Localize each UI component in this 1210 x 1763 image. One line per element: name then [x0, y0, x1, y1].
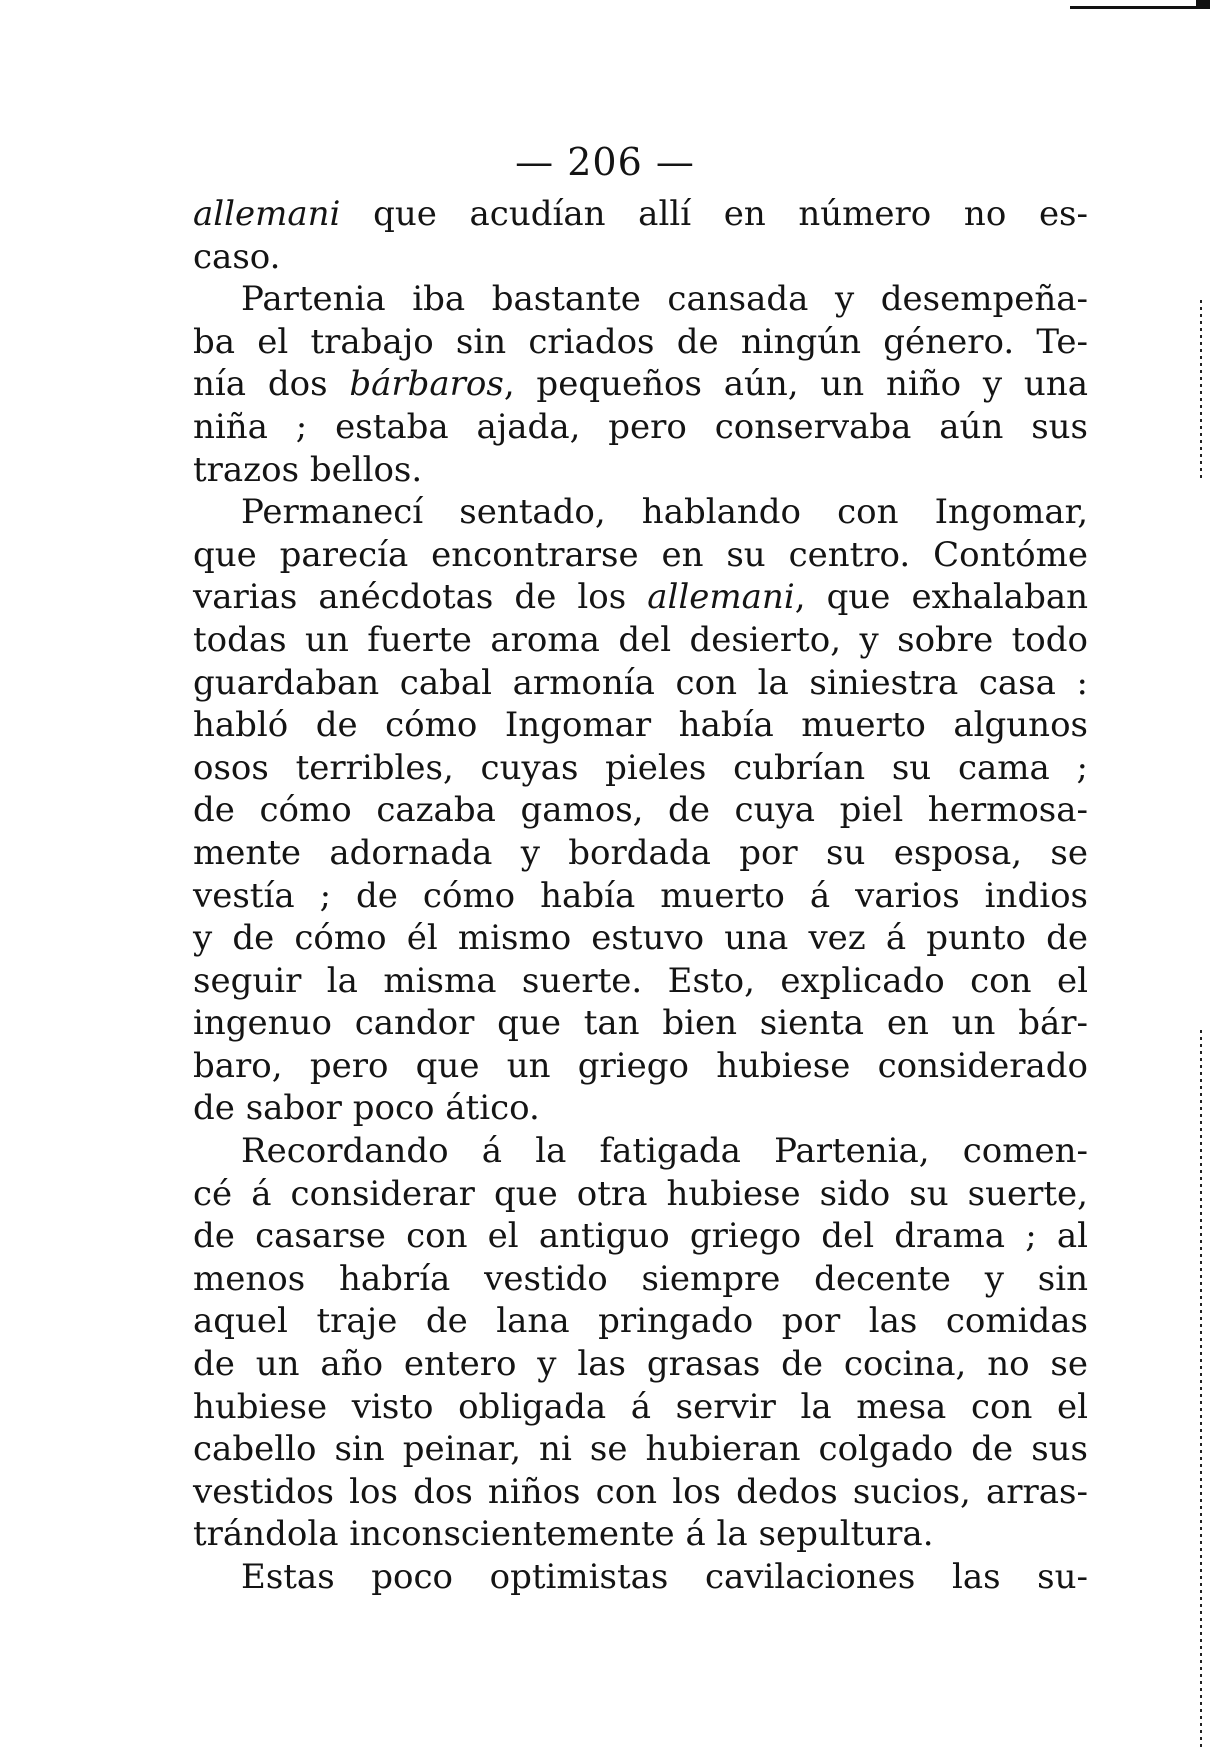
text-run: , que exhalaban	[794, 577, 1088, 618]
text-line	[193, 449, 1088, 492]
text-line	[193, 1173, 1088, 1216]
text-run: que parecía encontrarse en su centro. Contóme	[193, 534, 1088, 575]
top-edge-rule	[1070, 0, 1210, 9]
text-run: seguir la misma suerte. Esto, explicado con el	[193, 960, 1088, 1001]
text-line	[193, 917, 1088, 960]
text-line	[193, 576, 1088, 619]
text-run: Estas poco optimistas cavilaciones las su-	[241, 1557, 1088, 1597]
text-run: cé á considerar que otra hubiese sido su suerte,	[193, 1173, 1088, 1214]
text-run: nía dos	[193, 364, 350, 405]
text-line	[193, 491, 1088, 534]
text-run: ba el trabajo sin criados de ningún género. Te-	[193, 321, 1088, 362]
text-run: trándola inconscientemente á la sepultura.	[193, 1514, 934, 1555]
italic-word: allemani	[647, 577, 795, 618]
text-run: osos terribles, cuyas pieles cubrían su cama ;	[193, 747, 1088, 788]
margin-scan-mark	[1200, 300, 1202, 480]
text-run: cabello sin peinar, ni se hubieran colgado de sus	[193, 1429, 1088, 1470]
text-line	[193, 321, 1088, 364]
text-run: de sabor poco ático.	[193, 1088, 540, 1129]
text-run: de un año entero y las grasas de cocina, no se	[193, 1344, 1088, 1385]
text-run: y de cómo él mismo estuvo una vez á punto de	[193, 918, 1088, 959]
text-run: Permanecí sentado, hablando con Ingomar,	[241, 492, 1088, 533]
text-run: ingenuo candor que tan bien sienta en un bár-	[193, 1003, 1088, 1044]
text-line	[193, 534, 1088, 577]
text-run: trazos bellos.	[193, 449, 423, 490]
text-run: baro, pero que un griego hubiese considerado	[193, 1045, 1088, 1086]
text-run: que acudían allí en número no es-	[340, 194, 1088, 234]
margin-scan-mark	[1200, 1030, 1202, 1750]
text-run: guardaban cabal armonía con la siniestra casa :	[193, 662, 1088, 703]
text-line	[193, 1386, 1088, 1429]
text-line	[193, 1300, 1088, 1343]
text-run: aquel traje de lana pringado por las comidas	[193, 1301, 1088, 1342]
text-line	[193, 1343, 1088, 1386]
text-line	[193, 832, 1088, 875]
text-line	[193, 1428, 1088, 1471]
text-run: vestidos los dos niños con los dedos sucios, arras-	[193, 1471, 1088, 1512]
text-line	[193, 1045, 1088, 1088]
text-run: Partenia iba bastante cansada y desempeña-	[241, 279, 1088, 320]
text-run: de casarse con el antiguo griego del drama ; al	[193, 1216, 1088, 1257]
text-line	[193, 1513, 1088, 1556]
text-line	[193, 789, 1088, 832]
text-run: mente adornada y bordada por su esposa, se	[193, 832, 1088, 873]
text-line	[193, 875, 1088, 918]
page-number: — 206 —	[515, 140, 695, 184]
text-run: de cómo cazaba gamos, de cuya piel hermosa-	[193, 790, 1088, 831]
text-line	[193, 1215, 1088, 1258]
text-run: niña ; estaba ajada, pero conservaba aún sus	[193, 406, 1088, 447]
text-line	[193, 704, 1088, 747]
italic-word: bárbaros	[349, 364, 504, 405]
text-line	[193, 406, 1088, 449]
text-line	[193, 1471, 1088, 1514]
text-line	[193, 1130, 1088, 1173]
italic-word: allemani	[193, 194, 341, 234]
text-run: varias anécdotas de los	[193, 577, 648, 618]
text-line	[193, 363, 1088, 406]
text-run: vestía ; de cómo había muerto á varios indios	[193, 875, 1088, 916]
text-line	[193, 278, 1088, 321]
text-run: todas un fuerte aroma del desierto, y sobre todo	[193, 619, 1088, 660]
text-line	[193, 1002, 1088, 1045]
text-line	[193, 236, 1088, 279]
text-run: habló de cómo Ingomar había muerto algunos	[193, 705, 1088, 746]
text-line	[193, 619, 1088, 662]
text-run: , pequeños aún, un niño y una	[503, 364, 1088, 405]
text-line	[193, 193, 1088, 236]
text-run: menos habría vestido siempre decente y sin	[193, 1258, 1088, 1299]
text-run: caso.	[193, 236, 281, 277]
text-line	[193, 1087, 1088, 1130]
text-run: Recordando á la fatigada Partenia, comen-	[241, 1131, 1088, 1172]
body-text	[193, 193, 1088, 1599]
text-line	[193, 1258, 1088, 1301]
text-run: hubiese visto obligada á servir la mesa con el	[193, 1386, 1088, 1427]
text-line	[193, 747, 1088, 790]
text-line	[193, 960, 1088, 1003]
text-line	[193, 1556, 1088, 1599]
text-line	[193, 662, 1088, 705]
